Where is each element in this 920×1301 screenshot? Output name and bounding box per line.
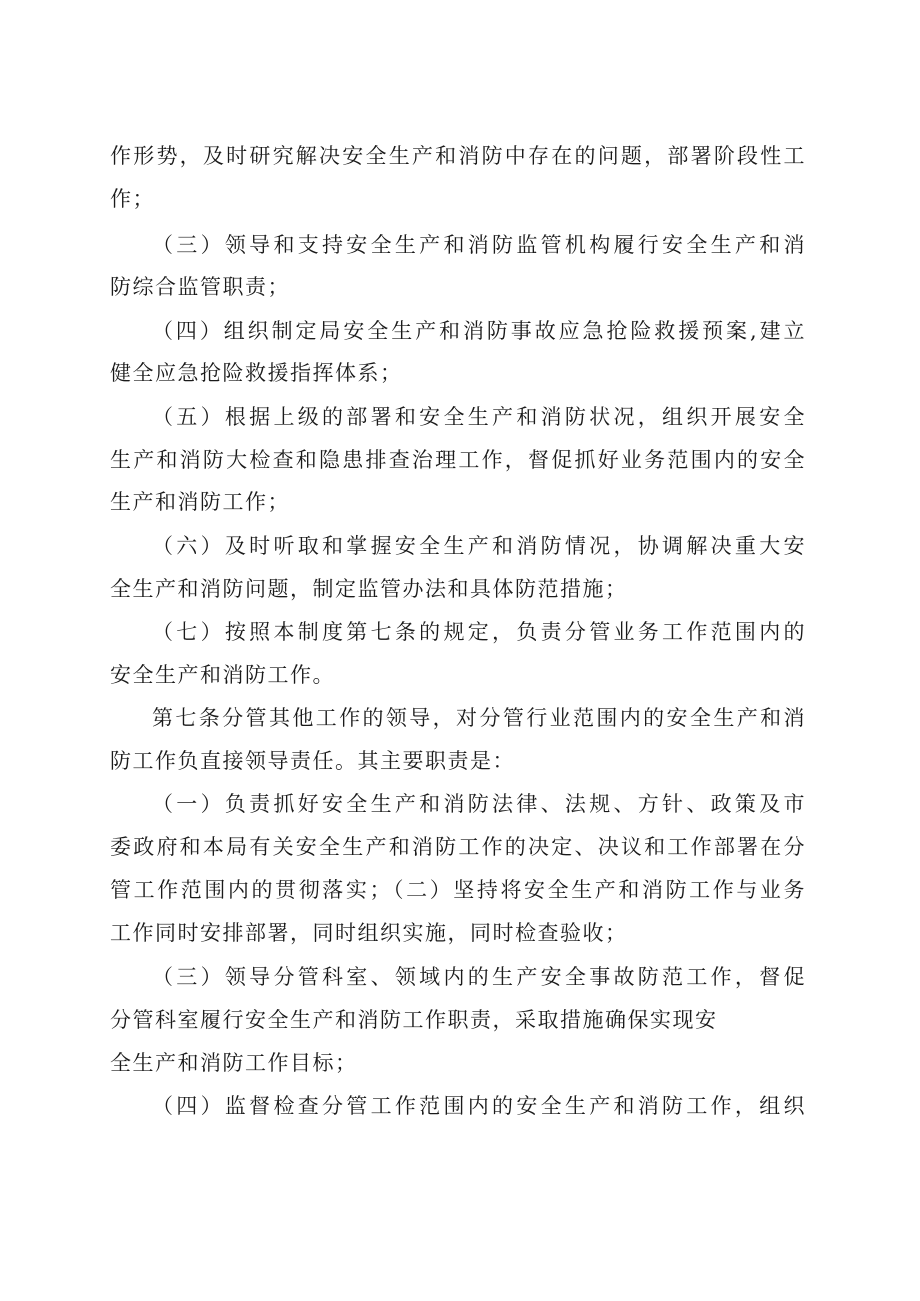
text-line: 分管科室履行安全生产和消防工作职责，采取措施确保实现安 — [110, 1008, 718, 1032]
text-line: （五）根据上级的部署和安全生产和消防状况，组织开展安全 — [152, 405, 806, 429]
text-line: 健全应急抢险救援指挥体系； — [110, 361, 403, 385]
text-line: 安全生产和消防工作。 — [110, 663, 335, 687]
text-line: 防工作负直接领导责任。其主要职责是： — [110, 749, 515, 773]
text-line: 管工作范围内的贯彻落实；（二）坚持将安全生产和消防工作与业务 — [110, 878, 806, 902]
text-line: （七）按照本制度第七条的规定，负责分管业务工作范围内的 — [152, 620, 806, 644]
text-line: （一）负责抓好安全生产和消防法律、法规、方针、政策及市 — [152, 792, 806, 816]
text-line: 委政府和本局有关安全生产和消防工作的决定、决议和工作部署在分 — [110, 835, 806, 859]
text-line: 生产和消防工作； — [110, 490, 290, 514]
text-line: 防综合监管职责； — [110, 275, 290, 299]
text-line: 工作同时安排部署，同时组织实施，同时检查验收； — [110, 921, 628, 945]
text-line: 第七条分管其他工作的领导，对分管行业范围内的安全生产和消 — [152, 706, 806, 730]
text-line: （六）及时听取和掌握安全生产和消防情况，协调解决重大安 — [152, 534, 806, 558]
text-line: 全生产和消防问题，制定监管办法和具体防范措施； — [110, 577, 628, 601]
text-line: （三）领导和支持安全生产和消防监管机构履行安全生产和消 — [152, 233, 806, 257]
text-line: （四）组织制定局安全生产和消防事故应急抢险救援预案,建立 — [152, 319, 806, 343]
text-line: 作形势，及时研究解决安全生产和消防中存在的问题，部署阶段性工 — [110, 144, 806, 168]
text-line: （四）监督检查分管工作范围内的安全生产和消防工作，组织 — [152, 1094, 806, 1118]
text-line: （三）领导分管科室、领域内的生产安全事故防范工作，督促 — [152, 965, 806, 989]
text-line: 全生产和消防工作目标； — [110, 1051, 358, 1075]
text-line: 作； — [110, 187, 155, 211]
text-line: 生产和消防大检查和隐患排查治理工作，督促抓好业务范围内的安全 — [110, 448, 806, 472]
